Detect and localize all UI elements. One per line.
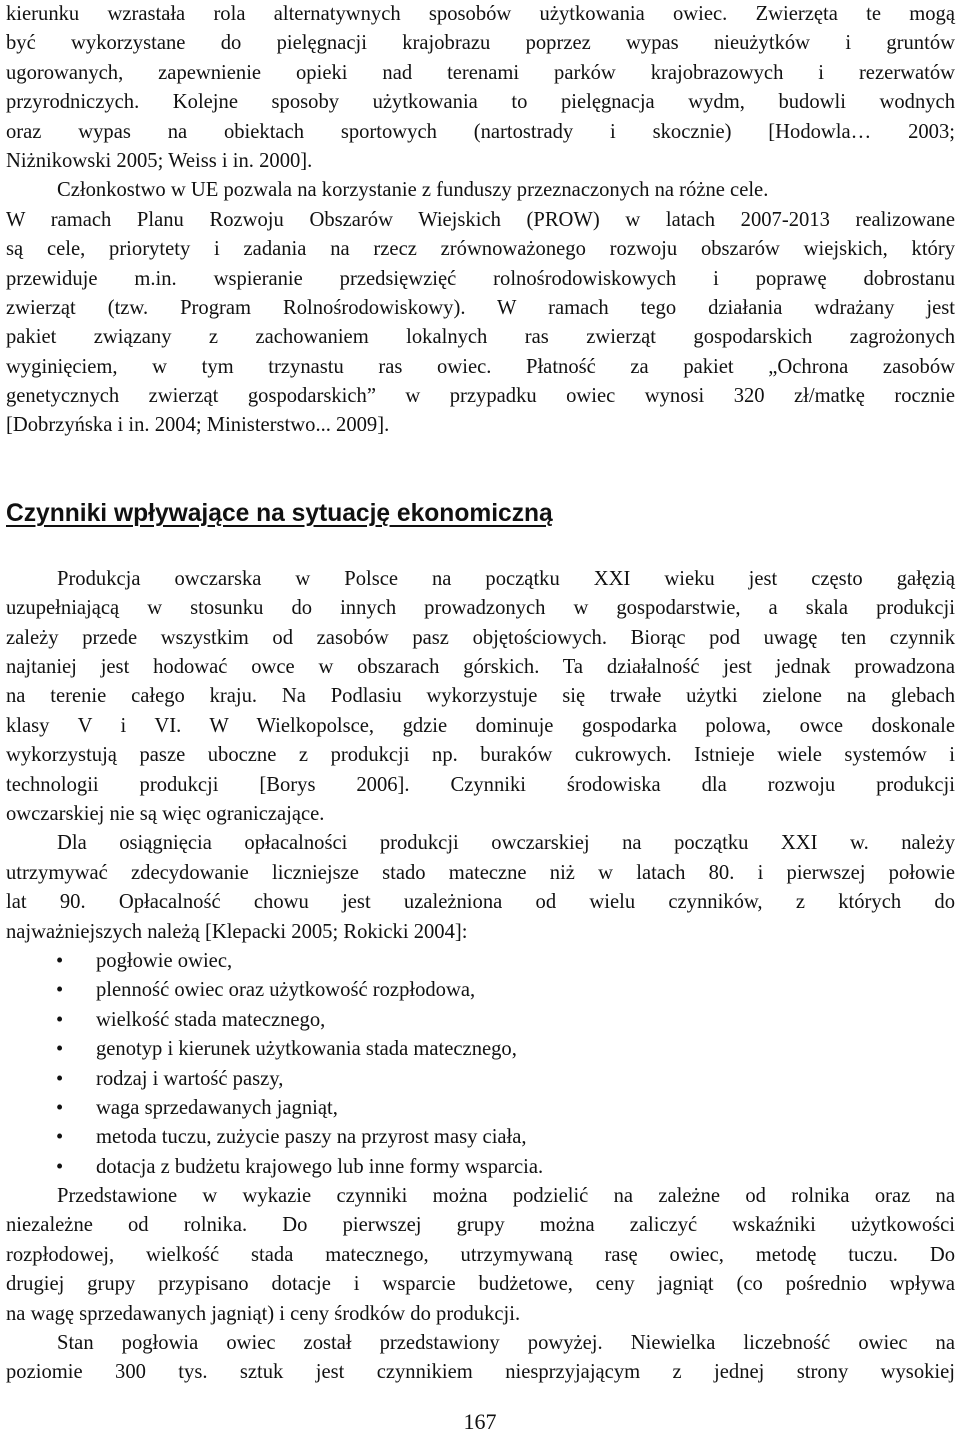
list-item: • rodzaj i wartość paszy,	[6, 1065, 955, 1094]
bullet-icon: •	[56, 1155, 64, 1178]
text-line: są cele, priorytety i zadania na rzecz zrównoważonego rozwoju obszarów wiejskich, który	[6, 238, 955, 261]
bullet-icon: •	[56, 1038, 64, 1061]
list-item: • plenność owiec oraz użytkowość rozpłodowa,	[6, 976, 955, 1005]
bullet-icon: •	[56, 949, 64, 972]
text-line: pakiet związany z zachowaniem lokalnych ras zwierząt gospodarskich zagrożonych	[6, 326, 955, 349]
text-line: rozpłodowej, wielkość stada matecznego, utrzymywaną rasę owiec, metodę tuczu. Do	[6, 1243, 955, 1266]
bullet-icon: •	[56, 1096, 64, 1119]
text-line: najtaniej jest hodować owce w obszarach górskich. Ta działalność jest jednak prowadzona	[6, 656, 955, 679]
text-line: Dla osiągnięcia opłacalności produkcji owczarskiej na początku XXI w. należy	[57, 832, 955, 855]
list-item: • pogłowie owiec,	[6, 947, 955, 976]
text-line: Niżnikowski 2005; Weiss i in. 2000].	[6, 149, 313, 172]
text-line: być wykorzystane do pielęgnacji krajobrazu poprzez wypas nieużytków i gruntów	[6, 32, 955, 55]
text-line: utrzymywać zdecydowanie liczniejsze stado mateczne niż w latach 80. i pierwszej połowie	[6, 861, 955, 884]
groups-paragraph	[6, 1182, 955, 1329]
page-number: 167	[463, 1409, 497, 1434]
text-line: Członkostwo w UE pozwala na korzystanie z funduszy przeznaczonych na różne cele.	[57, 179, 769, 202]
text-line: [Dobrzyńska i in. 2004; Ministerstwo... 2009].	[6, 414, 390, 437]
bullet-icon: •	[56, 1067, 64, 1090]
text-line: Produkcja owczarska w Polsce na początku XXI wieku jest często gałęzią	[57, 567, 955, 590]
list-item: • dotacja z budżetu krajowego lub inne formy wsparcia.	[6, 1153, 955, 1182]
text-line: technologii produkcji [Borys 2006]. Czynniki środowiska dla rozwoju produkcji	[6, 773, 955, 796]
bullet-icon: •	[56, 979, 64, 1002]
list-item: • metoda tuczu, zużycie paszy na przyrost masy ciała,	[6, 1123, 955, 1152]
text-line: wyginięciem, w tym trzynastu ras owiec. Płatność za pakiet „Ochrona zasobów	[6, 355, 955, 378]
text-line: lat 90. Opłacalność chowu jest uzależniona od wielu czynników, z których do	[6, 891, 955, 914]
text-line: Przedstawione w wykazie czynniki można podzielić na zależne od rolnika oraz na	[57, 1185, 955, 1208]
list-item: • waga sprzedawanych jagniąt,	[6, 1094, 955, 1123]
text-line: przewiduje m.in. wspieranie przedsięwzięć rolnośrodowiskowych i poprawę dobrostanu	[6, 267, 955, 290]
text-line: Stan pogłowia owiec został przedstawiony powyżej. Niewielka liczebność owiec na	[57, 1332, 955, 1355]
text-line: najważniejszych należą [Klepacki 2005; Rokicki 2004]:	[6, 920, 468, 943]
production-paragraph	[6, 565, 955, 830]
list-item: • genotyp i kierunek użytkowania stada matecznego,	[6, 1035, 955, 1064]
top-paragraph	[6, 0, 955, 176]
text-line: kierunku wzrastała rola alternatywnych sposobów użytkowania owiec. Zwierzęta te mogą	[6, 3, 955, 25]
text-line: W ramach Planu Rozwoju Obszarów Wiejskich (PROW) w latach 2007-2013 realizowane	[6, 208, 955, 231]
eu-paragraph	[6, 176, 955, 441]
factors-list	[6, 947, 955, 1182]
document-page	[6, 0, 955, 1388]
text-line: wykorzystują pasze uboczne z produkcji np. buraków cukrowych. Istnieje wiele systemów i	[6, 744, 955, 767]
text-line: przyrodniczych. Kolejne sposoby użytkowania to pielęgnacja wydm, budowli wodnych	[6, 91, 955, 114]
text-line: genetycznych zwierząt gospodarskich” w przypadku owiec wynosi 320 zł/matkę rocznie	[6, 385, 955, 408]
profit-paragraph	[6, 829, 955, 947]
section-heading: Czynniki wpływające na sytuację ekonomiczną	[6, 499, 553, 527]
herd-paragraph	[6, 1329, 955, 1388]
text-line: drugiej grupy przypisano dotacje i wsparcie budżetowe, ceny jagniąt (co pośrednio wpływa	[6, 1273, 955, 1296]
text-line: niezależne od rolnika. Do pierwszej grupy można zaliczyć wskaźniki użytkowości	[6, 1214, 955, 1237]
bullet-icon: •	[56, 1008, 64, 1031]
text-line: uzupełniającą w stosunku do innych prowadzonych w gospodarstwie, a skala produkcji	[6, 597, 955, 620]
text-line: na wagę sprzedawanych jagniąt) i ceny środków do produkcji.	[6, 1302, 521, 1325]
text-line: zależy przede wszystkim od zasobów pasz objętościowych. Biorąc pod uwagę ten czynnik	[6, 626, 955, 649]
bullet-icon: •	[56, 1126, 64, 1149]
text-line: ugorowanych, zapewnienie opieki nad terenami parków krajobrazowych i rezerwatów	[6, 61, 955, 84]
text-line: poziomie 300 tys. sztuk jest czynnikiem niesprzyjającym z jednej strony wysokiej	[6, 1361, 955, 1384]
text-line: owczarskiej nie są więc ograniczające.	[6, 802, 325, 825]
text-line: oraz wypas na obiektach sportowych (nartostrady i skocznie) [Hodowla… 2003;	[6, 120, 955, 143]
text-line: zwierząt (tzw. Program Rolnośrodowiskowy). W ramach tego działania wdrażany jest	[6, 296, 955, 319]
list-item: • wielkość stada matecznego,	[6, 1006, 955, 1035]
text-line: na terenie całego kraju. Na Podlasiu wykorzystuje się trwałe użytki zielone na glebach	[6, 685, 955, 708]
text-line: klasy V i VI. W Wielkopolsce, gdzie dominuje gospodarka polowa, owce doskonale	[6, 714, 955, 737]
